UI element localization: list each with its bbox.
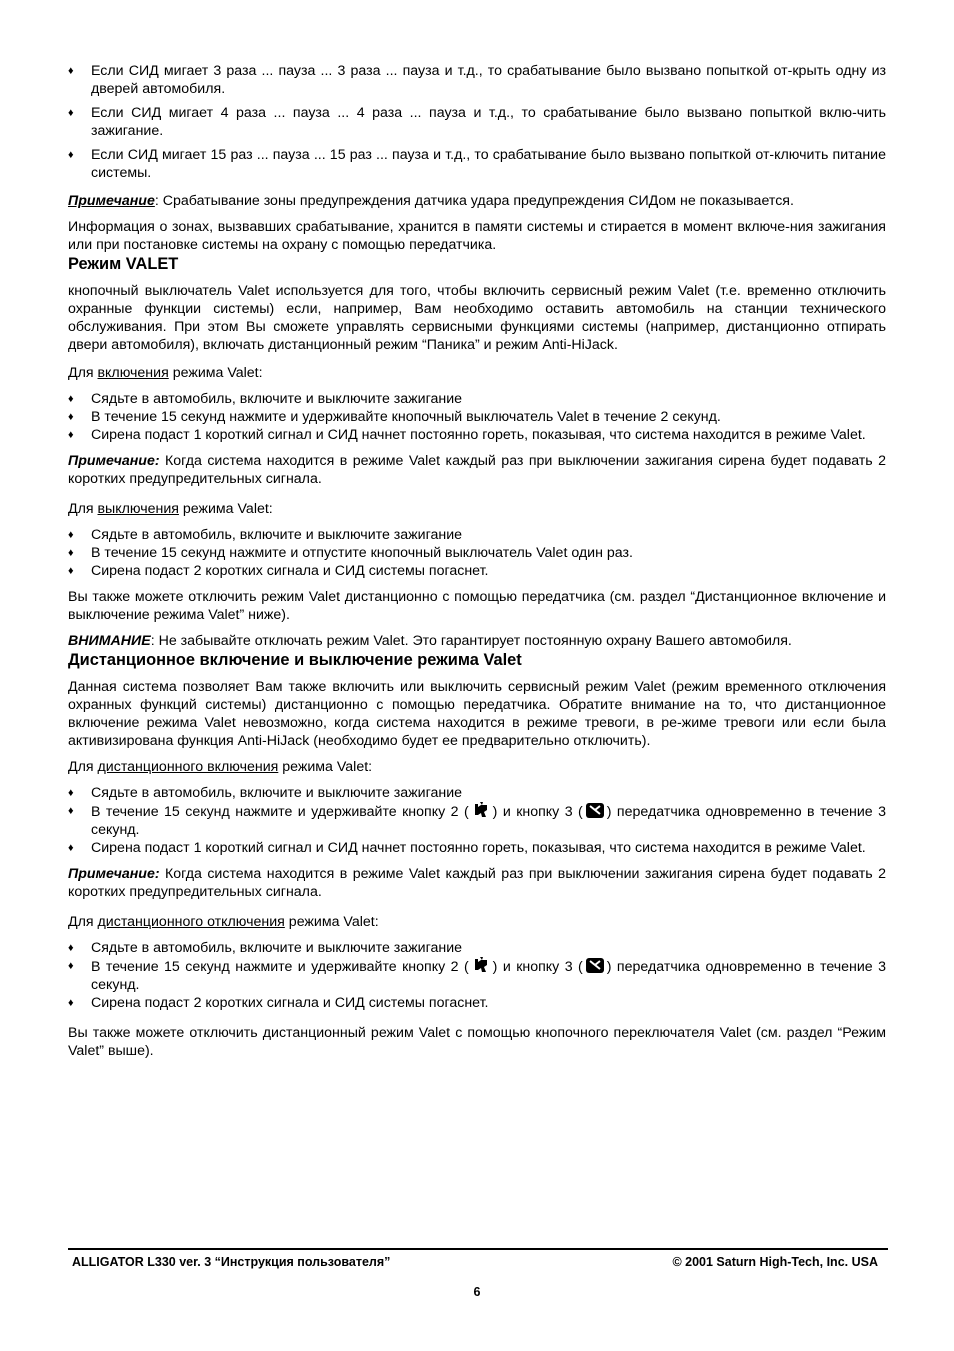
list-item: [68, 957, 886, 994]
valet-note-paragraph: [68, 452, 886, 488]
caption-prefix: Для: [68, 914, 98, 930]
caption-prefix: Для: [68, 501, 98, 517]
list-item: [68, 839, 886, 857]
list-item: [68, 784, 886, 802]
caption-prefix: Для: [68, 365, 98, 381]
list-item: [68, 526, 886, 544]
section-heading-valet: Режим VALET: [68, 255, 179, 273]
bullet-icon: ♦: [68, 842, 74, 854]
remote-disable-steps: [68, 939, 886, 1012]
list-item: [68, 146, 886, 182]
caption-suffix: режима Valet:: [168, 365, 263, 381]
valet-disable-steps: [68, 526, 886, 580]
list-item-text: ) передатчика одновременно в течение 3 секунд.: [91, 959, 887, 993]
caption-suffix: режима Valet:: [284, 914, 379, 930]
list-item-text: В течение 15 секунд нажмите и удерживайте кнопку 2 (: [91, 959, 469, 975]
list-item: [68, 939, 886, 957]
remote-enable-steps: [68, 784, 886, 857]
footer-title: ALLIGATOR L330 ver. 3 “Инструкция пользователя”: [72, 1255, 391, 1269]
list-item-text: ) и кнопку 3 (: [492, 804, 583, 820]
caption-underlined: дистанционного включения: [97, 759, 279, 775]
list-item-text: Сирена подаст 1 короткий сигнал и СИД начнет постоянно гореть, показывая, что система находится в режиме Valet.: [91, 840, 866, 856]
bullet-icon: ♦: [68, 429, 74, 441]
warning-paragraph: [68, 632, 886, 650]
note-label: Примечание: [68, 193, 155, 209]
note-label: Примечание:: [68, 866, 160, 882]
list-item-text: В течение 15 секунд нажмите и удерживайте кнопку 2 (: [91, 804, 469, 820]
caption-suffix: режима Valet:: [178, 501, 273, 517]
caption-prefix: Для: [68, 759, 98, 775]
list-item-text: В течение 15 секунд нажмите и отпустите кнопочный выключатель Valet один раз.: [91, 545, 633, 561]
valet-enable-steps: [68, 390, 886, 444]
list-item-text: Если СИД мигает 3 раза ... пауза ... 3 раза ... пауза и т.д., то срабатывание было вызвано попыткой от-крыть одну из дверей автомобиля.: [91, 63, 886, 97]
bullet-icon: ♦: [68, 565, 74, 577]
list-item-text: Сядьте в автомобиль, включите и выключите зажигание: [91, 785, 463, 801]
bullet-icon: ♦: [68, 411, 74, 423]
remote-button-2-icon: [471, 957, 491, 974]
warning-label: ВНИМАНИЕ: [68, 633, 151, 649]
bullet-icon: ♦: [68, 547, 74, 559]
note-text: : Срабатывание зоны предупреждения датчика удара предупреждения СИДом не показывается.: [154, 193, 794, 209]
remote-intro-paragraph: Данная система позволяет Вам также включить или выключить сервисный режим Valet (режим временного отключения охранных функций системы) дистанционно с помощью передатчика. Обратите внимание на то, что дистанционное включение режима Valet невозможно, когда система находится в режиме тревоги, в ре-жиме тревоги или если была активизирована функция Anti-HiJack (необходимо будет ее предварительно отключить).: [68, 679, 886, 749]
bullet-icon: ♦: [68, 960, 74, 972]
list-item-text: Сирена подаст 2 коротких сигнала и СИД системы погаснет.: [91, 563, 489, 579]
list-item: [68, 802, 886, 839]
list-item-text: ) передатчика одновременно в течение 3 секунд.: [91, 804, 887, 838]
remote-button-2-icon: [471, 802, 491, 819]
list-item: [68, 390, 886, 408]
valet-enable-caption: [68, 364, 886, 382]
note-paragraph: [68, 192, 886, 210]
bullet-icon: ♦: [68, 997, 74, 1009]
list-item-text: Если СИД мигает 4 раза ... пауза ... 4 раза ... пауза и т.д., то срабатывание было вызвано попыткой вклю-чить зажигание.: [91, 105, 886, 139]
list-item: [68, 408, 886, 426]
list-item: [68, 562, 886, 580]
bullet-icon: ♦: [68, 65, 74, 77]
list-item-text: В течение 15 секунд нажмите и удерживайте кнопочный выключатель Valet в течение 2 секунд.: [91, 409, 721, 425]
bullet-icon: ♦: [68, 149, 74, 161]
list-item-text: Сядьте в автомобиль, включите и выключите зажигание: [91, 391, 463, 407]
bullet-icon: ♦: [68, 787, 74, 799]
bullet-icon: ♦: [68, 805, 74, 817]
caption-underlined: выключения: [97, 501, 179, 517]
warning-text: : Не забывайте отключать режим Valet. Это гарантирует постоянную охрану Вашего автомобиля.: [150, 633, 792, 649]
caption-underlined: включения: [97, 365, 169, 381]
list-item: [68, 544, 886, 562]
intro-bullet-list: [68, 62, 886, 182]
list-item: [68, 426, 886, 444]
bullet-icon: ♦: [68, 942, 74, 954]
list-item-text: Сядьте в автомобиль, включите и выключите зажигание: [91, 527, 463, 543]
bullet-icon: ♦: [68, 529, 74, 541]
page-footer: [68, 1248, 888, 1269]
list-item-text: Если СИД мигает 15 раз ... пауза ... 15 раз ... пауза и т.д., то срабатывание было вызвано попыткой от-ключить питание системы.: [91, 147, 886, 181]
caption-underlined: дистанционного отключения: [97, 914, 285, 930]
list-item-text: Сирена подаст 2 коротких сигнала и СИД системы погаснет.: [91, 995, 489, 1011]
list-item-text: Сирена подаст 1 короткий сигнал и СИД начнет постоянно гореть, показывая, что система находится в режиме Valet.: [91, 427, 866, 443]
document-page: [68, 62, 886, 1060]
remote-button-3-icon: [585, 802, 605, 819]
valet-remote-off-paragraph: Вы также можете отключить режим Valet дистанционно с помощью передатчика (см. раздел “Дистанционное включение и выключение режима Valet” ниже).: [68, 589, 886, 623]
valet-disable-caption: [68, 500, 886, 518]
list-item: [68, 104, 886, 140]
footer-copyright: © 2001 Saturn High-Tech, Inc. USA: [672, 1255, 878, 1269]
remote-note-paragraph: [68, 865, 886, 901]
list-item: [68, 62, 886, 98]
remote-disable-caption: [68, 913, 886, 931]
note-text: Когда система находится в режиме Valet каждый раз при выключении зажигания сирена будет подавать 2 коротких предупредительных сигнала.: [68, 453, 886, 487]
page-number: 6: [473, 1285, 481, 1299]
info-paragraph: Информация о зонах, вызвавших срабатывание, хранится в памяти системы и стирается в момент включе-ния зажигания или при постановке системы на охрану с помощью передатчика.: [68, 219, 886, 253]
remote-enable-caption: [68, 758, 886, 776]
list-item: [68, 994, 886, 1012]
bullet-icon: ♦: [68, 393, 74, 405]
section-heading-remote-valet: Дистанционное включение и выключение режима Valet: [68, 651, 522, 669]
remote-button-3-icon: [585, 957, 605, 974]
valet-intro-paragraph: кнопочный выключатель Valet используется для того, чтобы включить сервисный режим Valet (т.е. временно отключить охранные функции системы) если, например, Вам необходимо оставить автомобиль на станции технического обслуживания. При этом Вы сможете управлять сервисными функциями системы (например, дистанционно отпирать двери автомобиля), включать дистанционный режим “Паника” и режим Anti-HiJack.: [68, 283, 886, 353]
caption-suffix: режима Valet:: [278, 759, 373, 775]
remote-outro-paragraph: Вы также можете отключить дистанционный режим Valet с помощью кнопочного переключателя Valet (см. раздел “Режим Valet” выше).: [68, 1025, 886, 1059]
note-label: Примечание:: [68, 453, 160, 469]
list-item-text: Сядьте в автомобиль, включите и выключите зажигание: [91, 940, 463, 956]
list-item-text: ) и кнопку 3 (: [492, 959, 583, 975]
note-text: Когда система находится в режиме Valet каждый раз при выключении зажигания сирена будет подавать 2 коротких предупредительных сигнала.: [68, 866, 886, 900]
bullet-icon: ♦: [68, 107, 74, 119]
